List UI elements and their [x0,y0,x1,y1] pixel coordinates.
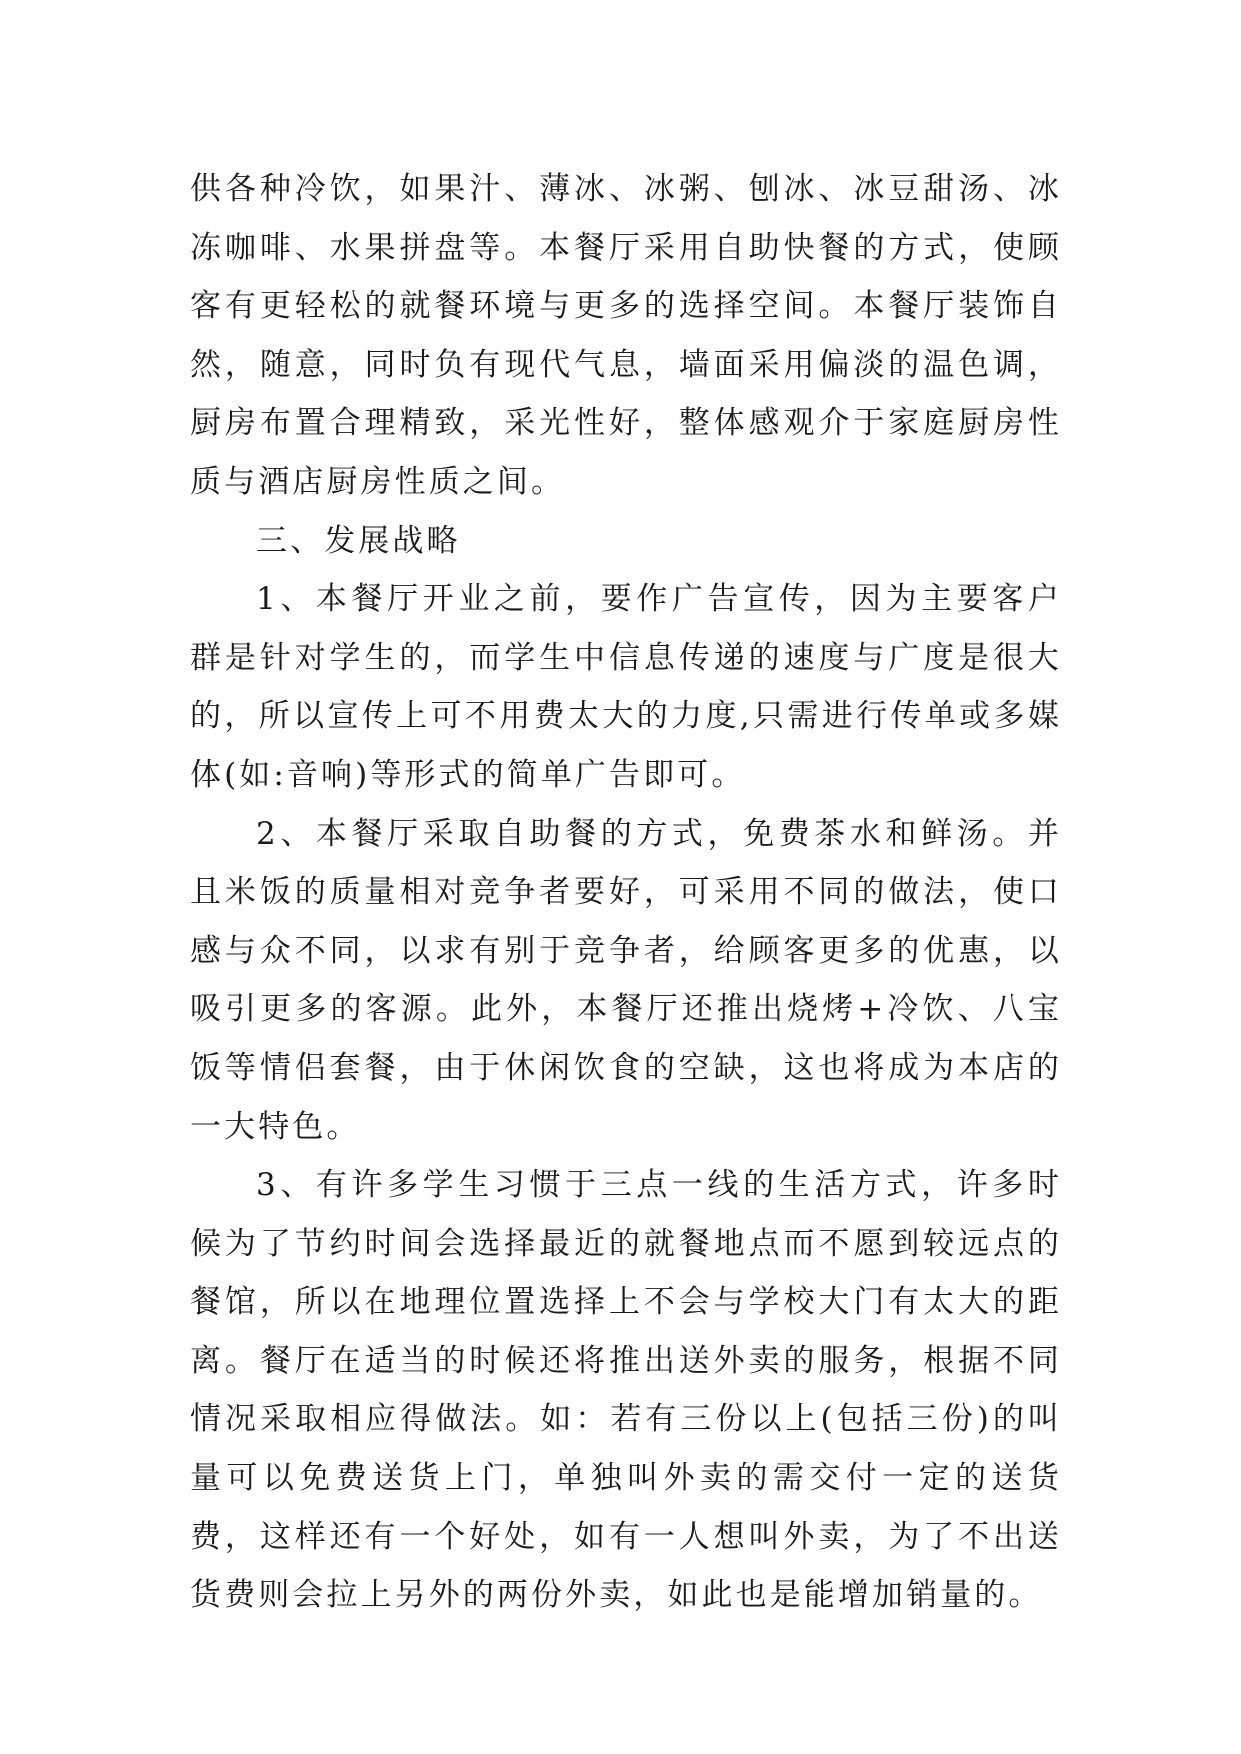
paragraph-strategy-1: 1、本餐厅开业之前，要作广告宣传，因为主要客户群是针对学生的，而学生中信息传递的速度与广度是很大的，所以宣传上可不用费太大的力度,只需进行传单或多媒体(如:音响)等形式的简单广告即可。 [190,581,1062,793]
section-heading: 三、发展战略 [256,522,461,559]
paragraph-strategy-3: 3、有许多学生习惯于三点一线的生活方式，许多时候为了节约时间会选择最近的就餐地点而不愿到较远点的餐馆，所以在地理位置选择上不会与学校大门有太大的距离。餐厅在适当的时候还将推出送外卖的服务，根据不同情况采取相应得做法。如：若有三份以上(包括三份)的叫量可以免费送货上门，单独叫外卖的需交付一定的送货费，这样还有一个好处，如有一人想叫外卖，为了不出送货费则会拉上另外的两份外卖，如此也是能增加销量的。 [190,1167,1062,1614]
paragraph-continued: 供各种冷饮，如果汁、薄冰、冰粥、刨冰、冰豆甜汤、冰冻咖啡、水果拼盘等。本餐厅采用自助快餐的方式，使顾客有更轻松的就餐环境与更多的选择空间。本餐厅装饰自然，随意，同时负有现代气息，墙面采用偏淡的温色调，厨房布置合理精致，采光性好，整体感观介于家庭厨房性质与酒店厨房性质之间。 [190,171,1062,500]
paragraph-strategy-2: 2、本餐厅采取自助餐的方式，免费茶水和鲜汤。并且米饭的质量相对竞争者要好，可采用不同的做法，使口感与众不同，以求有别于竞争者，给顾客更多的优惠，以吸引更多的客源。此外，本餐厅还推出烧烤+冷饮、八宝饭等情侣套餐，由于休闲饮食的空缺，这也将成为本店的一大特色。 [190,815,1062,1145]
document-body [190,160,1062,1625]
